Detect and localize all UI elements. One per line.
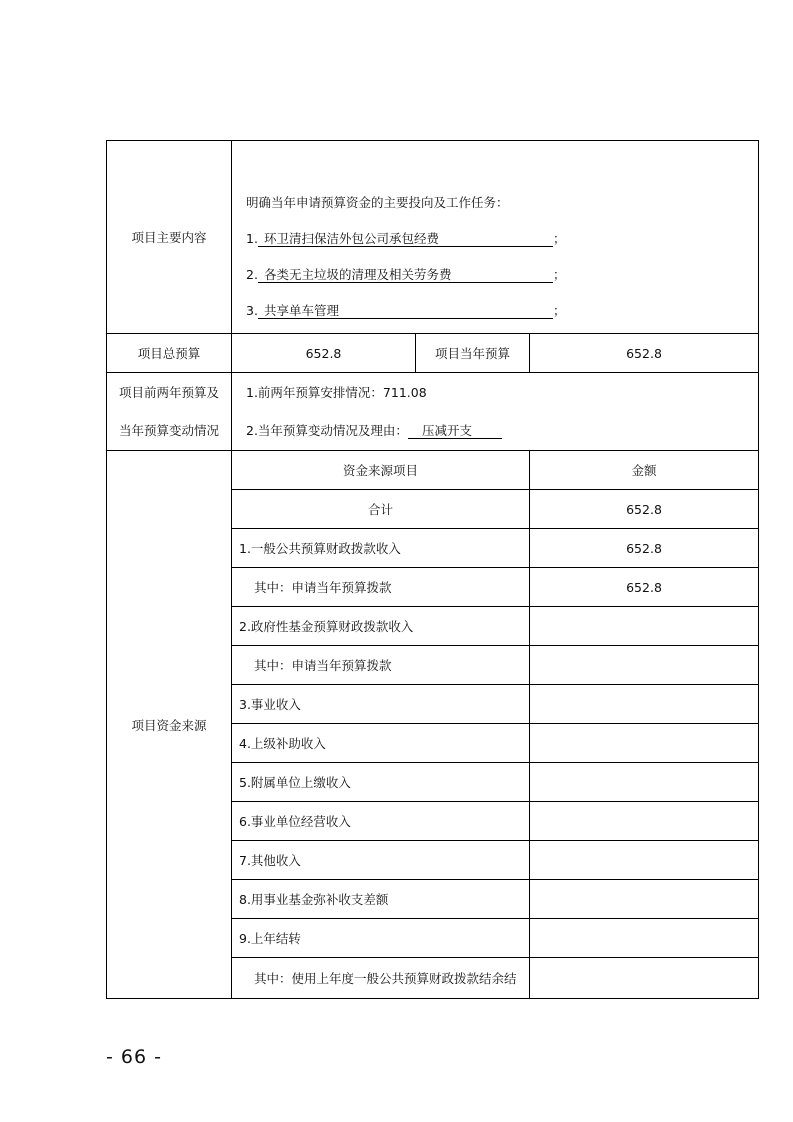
item-3-suffix: ； [552,303,566,318]
funding-header-amount: 金额 [530,451,759,490]
main-content-label: 项目主要内容 [107,141,232,334]
funding-row-amount [530,763,759,802]
prior-label-line-2: 当年预算变动情况 [118,422,219,438]
funding-row-item: 其中：申请当年预算拨款 [232,646,530,685]
total-budget-value: 652.8 [232,334,416,373]
funding-row-item: 其中：使用上年度一般公共预算财政拨款结余结 [232,958,530,999]
item-3-text: 共享单车管理 [258,303,553,319]
funding-row-amount [530,841,759,880]
funding-row-item: 5.附属单位上缴收入 [232,763,530,802]
item-1-suffix: ； [552,231,566,246]
funding-row-item: 7.其他收入 [232,841,530,880]
main-content-item-1 [246,221,744,257]
funding-row-item: 其中：申请当年预算拨款 [232,568,530,607]
main-content-cell [232,141,759,334]
item-1-number: 1. [246,231,258,246]
prior-budget-cell [232,373,759,451]
prior-line-2 [246,412,744,450]
total-budget-label: 项目总预算 [107,334,232,373]
funding-row-amount: 652.8 [530,568,759,607]
main-content-item-2 [246,257,744,293]
funding-row-amount: 652.8 [530,529,759,568]
main-content-item-3 [246,293,744,329]
funding-row-amount [530,724,759,763]
item-3-number: 3. [246,303,258,318]
item-2-suffix: ； [552,267,566,282]
funding-header-row [107,451,759,490]
funding-row-item: 8.用事业基金弥补收支差额 [232,880,530,919]
funding-row-amount [530,685,759,724]
funding-row-amount [530,919,759,958]
item-2-number: 2. [246,267,258,282]
prior-line-2-prefix: 2.当年预算变动情况及理由： [246,422,408,438]
item-1-text: 环卫清扫保洁外包公司承包经费 [258,231,553,247]
item-2-text: 各类无主垃圾的清理及相关劳务费 [258,267,553,283]
main-content-intro: 明确当年申请预算资金的主要投向及工作任务： [246,195,509,210]
funding-row-item: 2.政府性基金预算财政拨款收入 [232,607,530,646]
funding-row-item: 6.事业单位经营收入 [232,802,530,841]
funding-row-item: 4.上级补助收入 [232,724,530,763]
funding-source-label: 项目资金来源 [107,451,232,999]
prior-budget-label [107,373,232,451]
funding-row-amount [530,880,759,919]
page-number: - 66 - [106,1046,162,1068]
budget-row [107,334,759,373]
funding-row-item: 9.上年结转 [232,919,530,958]
year-budget-value: 652.8 [530,334,759,373]
budget-form-table [106,140,759,999]
funding-row-amount [530,646,759,685]
funding-row-amount [530,607,759,646]
funding-row-item: 合计 [232,490,530,529]
funding-row-item: 1.一般公共预算财政拨款收入 [232,529,530,568]
funding-row-item: 3.事业收入 [232,685,530,724]
prior-label-line-1: 项目前两年预算及 [118,384,219,400]
funding-row-amount [530,802,759,841]
funding-row-amount: 652.8 [530,490,759,529]
prior-line-2-reason: 压减开支 [408,423,502,439]
prior-budget-row [107,373,759,451]
main-content-row [107,141,759,334]
funding-row-amount [530,958,759,999]
funding-header-item: 资金来源项目 [232,451,530,490]
prior-line-1: 1.前两年预算安排情况：711.08 [246,384,427,400]
year-budget-label: 项目当年预算 [416,334,530,373]
